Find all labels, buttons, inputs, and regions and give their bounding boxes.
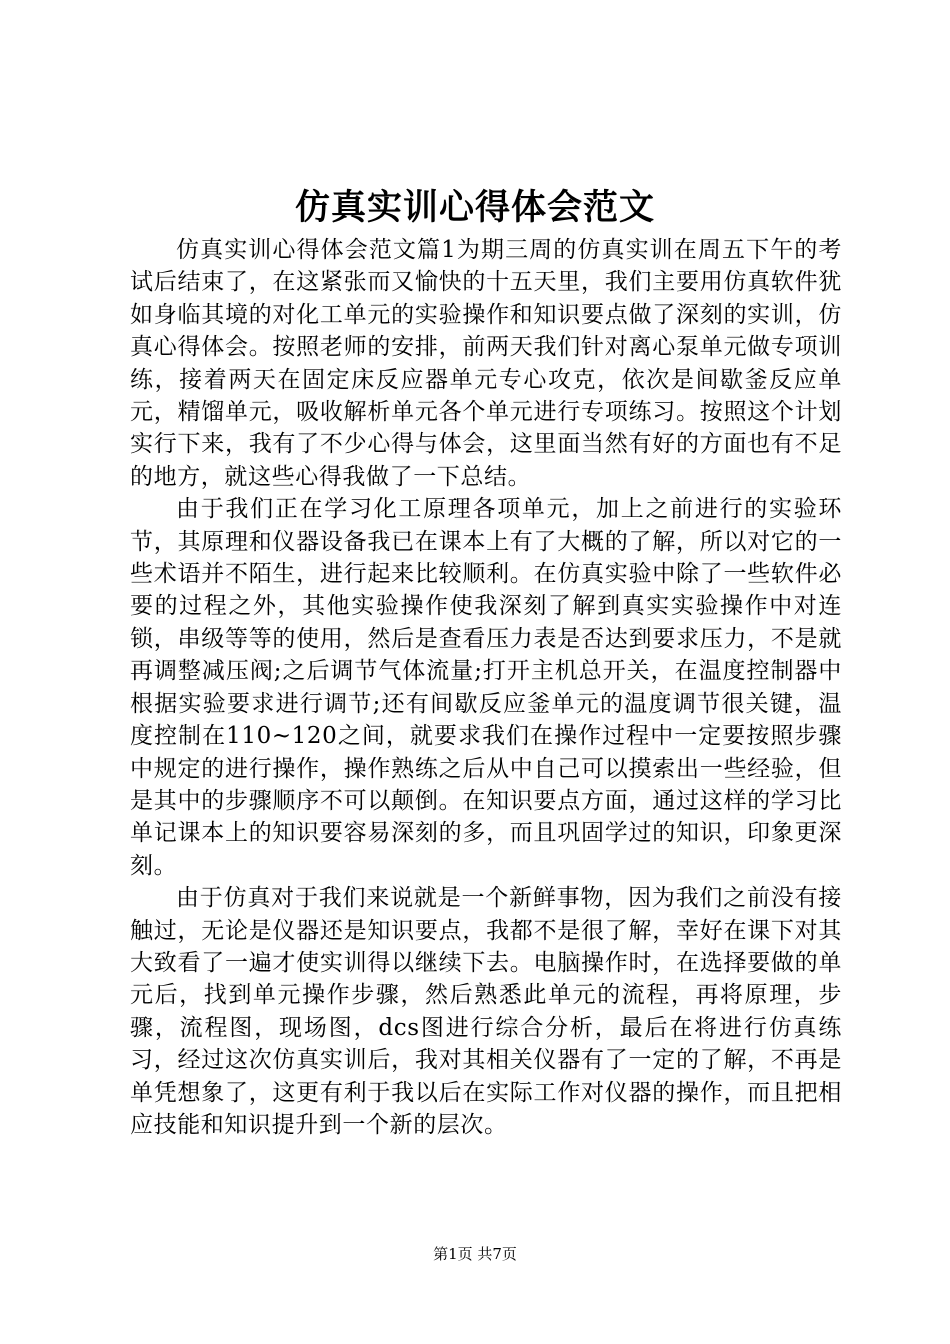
page-number-footer: 第1页 共7页 — [433, 1245, 517, 1263]
document-title: 仿真实训心得体会范文 — [294, 187, 655, 228]
paragraph-3: 由于仿真对于我们来说就是一个新鲜事物，因为我们之前没有接触过，无论是仪器还是知识要点，我都不是很了解，幸好在课下对其大致看了一遍才使实训得以继续下去。电脑操作时，在选择要做的单元后，找到单元操作步骤，然后熟悉此单元的流程，再将原理，步骤，流程图，现场图，dcs图进行综合分析，最后在将进行仿真练习，经过这次仿真实训后，我对其相关仪器有了一定的了解，不再是单凭想象了，这更有利于我以后在实际工作对仪器的操作，而且把相应技能和知识提升到一个新的层次。 — [130, 885, 842, 1138]
paragraph-1: 仿真实训心得体会范文篇1为期三周的仿真实训在周五下午的考试后结束了，在这紧张而又愉快的十五天里，我们主要用仿真软件犹如身临其境的对化工单元的实验操作和知识要点做了深刻的实训，仿真心得体会。按照老师的安排，前两天我们针对离心泵单元做专项训练，接着两天在固定床反应器单元专心攻克，依次是间歇釜反应单元，精馏单元，吸收解析单元各个单元进行专项练习。按照这个计划实行下来，我有了不少心得与体会，这里面当然有好的方面也有不足的地方，就这些心得我做了一下总结。 — [130, 237, 842, 490]
paragraph-2: 由于我们正在学习化工原理各项单元，加上之前进行的实验环节，其原理和仪器设备我已在课本上有了大概的了解，所以对它的一些术语并不陌生，进行起来比较顺利。在仿真实验中除了一些软件必要的过程之外，其他实验操作使我深刻了解到真实实验操作中对连锁，串级等等的使用，然后是查看压力表是否达到要求压力，不是就再调整减压阀;之后调节气体流量;打开主机总开关，在温度控制器中根据实验要求进行调节;还有间歇反应釜单元的温度调节很关键，温度控制在110~120之间，就要求我们在操作过程中一定要按照步骤中规定的进行操作，操作熟练之后从中自己可以摸索出一些经验，但是其中的步骤顺序不可以颠倒。在知识要点方面，通过这样的学习比单记课本上的知识要容易深刻的多，而且巩固学过的知识，印象更深刻。 — [130, 496, 842, 879]
document-body — [130, 234, 842, 1141]
